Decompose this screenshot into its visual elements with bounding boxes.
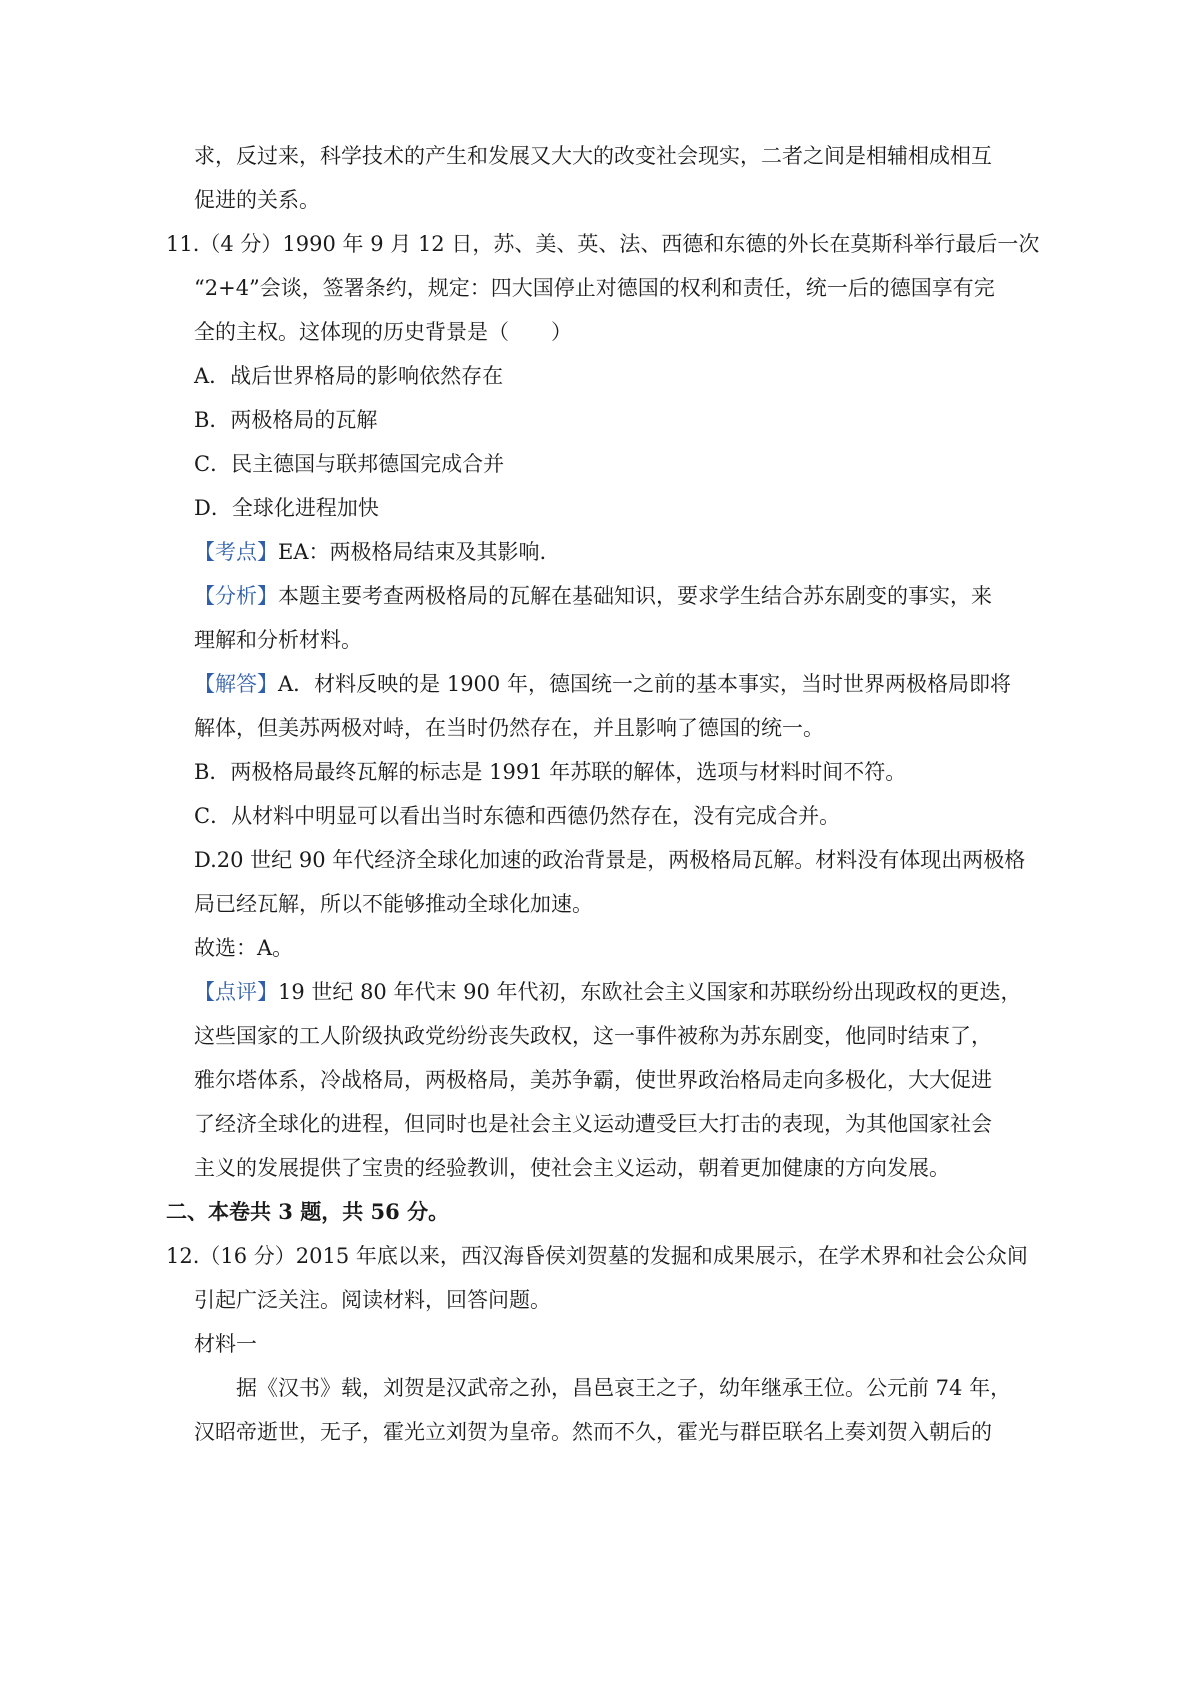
q11-dianping-line-1 <box>194 977 1022 1007</box>
q11-option-c: C．民主德国与联邦德国完成合并 <box>194 452 505 476</box>
q11-jieda-line-1 <box>194 669 1011 699</box>
q12-stem-line-1: 12.（16 分）2015 年底以来，西汉海昏侯刘贺墓的发掘和成果展示，在学术界和社会公众间 <box>166 1244 1028 1268</box>
q11-stem-line-1: 11.（4 分）1990 年 9 月 12 日，苏、美、英、法、西德和东德的外长在莫斯科举行最后一次 <box>166 232 1040 256</box>
dianping-text-1: 19 世纪 80 年代末 90 年代初，东欧社会主义国家和苏联纷纷出现政权的更迭， <box>278 980 1022 1004</box>
q12-material-line-2: 汉昭帝逝世，无子，霍光立刘贺为皇帝。然而不久，霍光与群臣联名上奏刘贺入朝后的 <box>194 1420 992 1444</box>
fenxi-text-1: 本题主要考查两极格局的瓦解在基础知识，要求学生结合苏东剧变的事实，来 <box>278 584 992 608</box>
q11-option-a: A．战后世界格局的影响依然存在 <box>194 364 504 388</box>
q11-stem-line-2: “2+4”会谈，签署条约，规定：四大国停止对德国的权利和责任，统一后的德国享有完 <box>194 276 995 300</box>
intro-line-2: 促进的关系。 <box>194 188 320 212</box>
q11-jieda-line-4: C．从材料中明显可以看出当时东德和西德仍然存在，没有完成合并。 <box>194 804 841 828</box>
q11-dianping-line-3: 雅尔塔体系，冷战格局，两极格局，美苏争霸，使世界政治格局走向多极化，大大促进 <box>194 1068 992 1092</box>
kaodian-text: EA：两极格局结束及其影响. <box>278 540 547 564</box>
q11-jieda-line-2: 解体，但美苏两极对峙，在当时仍然存在，并且影响了德国的统一。 <box>194 716 824 740</box>
dianping-tag: 【点评】 <box>194 980 278 1004</box>
kaodian-tag: 【考点】 <box>194 540 278 564</box>
q11-dianping-line-4: 了经济全球化的进程，但同时也是社会主义运动遭受巨大打击的表现，为其他国家社会 <box>194 1112 992 1136</box>
q11-stem-line-3: 全的主权。这体现的历史背景是（ ） <box>194 320 572 344</box>
q11-fenxi-line-1 <box>194 581 992 611</box>
q11-dianping-line-2: 这些国家的工人阶级执政党纷纷丧失政权，这一事件被称为苏东剧变，他同时结束了， <box>194 1024 992 1048</box>
q12-material-label: 材料一 <box>194 1332 257 1356</box>
q11-kaodian <box>194 537 546 567</box>
q11-jieda-line-6: 局已经瓦解，所以不能够推动全球化加速。 <box>194 892 593 916</box>
q11-option-d: D．全球化进程加快 <box>194 496 379 520</box>
q11-option-b: B．两极格局的瓦解 <box>194 408 378 432</box>
q11-answer: 故选：A。 <box>194 936 294 960</box>
q11-fenxi-line-2: 理解和分析材料。 <box>194 628 362 652</box>
q12-stem-line-2: 引起广泛关注。阅读材料，回答问题。 <box>194 1288 551 1312</box>
jieda-tag: 【解答】 <box>194 672 278 696</box>
q11-jieda-line-5: D.20 世纪 90 年代经济全球化加速的政治背景是，两极格局瓦解。材料没有体现出两极格 <box>194 848 1026 872</box>
fenxi-tag: 【分析】 <box>194 584 278 608</box>
section-2-heading: 二、本卷共 3 题，共 56 分。 <box>166 1199 450 1224</box>
intro-line-1: 求，反过来，科学技术的产生和发展又大大的改变社会现实，二者之间是相辅相成相互 <box>194 144 992 168</box>
q11-jieda-line-3: B．两极格局最终瓦解的标志是 1991 年苏联的解体，选项与材料时间不符。 <box>194 760 907 784</box>
jieda-text-1: A．材料反映的是 1900 年，德国统一之前的基本事实，当时世界两极格局即将 <box>278 672 1011 696</box>
q11-dianping-line-5: 主义的发展提供了宝贵的经验教训，使社会主义运动，朝着更加健康的方向发展。 <box>194 1156 950 1180</box>
q12-material-line-1: 据《汉书》载，刘贺是汉武帝之孙，昌邑哀王之子，幼年继承王位。公元前 74 年， <box>236 1376 1012 1400</box>
